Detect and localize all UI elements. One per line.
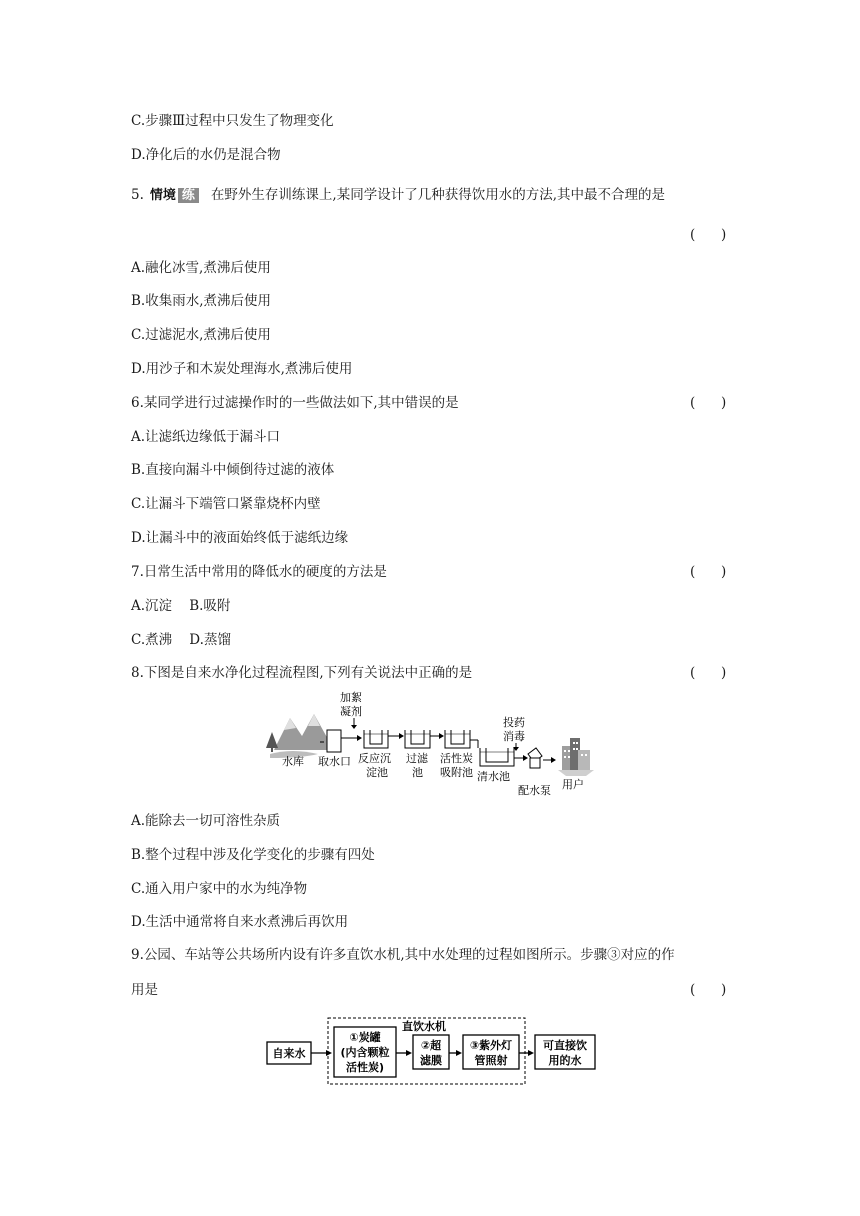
reservoir-mountain-icon: [266, 714, 334, 758]
step3-label-1: ③紫外灯: [469, 1039, 513, 1052]
q8-answer-blank: ( ): [690, 665, 727, 681]
q6-option-d: D.让漏斗中的液面始终低于滤纸边缘: [131, 530, 349, 546]
q8-option-c: C.通入用户家中的水为纯净物: [131, 881, 308, 897]
result-label-1: 可直接饮: [543, 1039, 587, 1052]
q5-option-d: D.用沙子和木炭处理海水,煮沸后使用: [131, 361, 353, 377]
q6-option-b: B.直接向漏斗中倾倒待过滤的液体: [131, 462, 335, 478]
flocculant-label-2: 凝剂: [340, 705, 362, 718]
q8-option-d: D.生活中通常将自来水煮沸后再饮用: [131, 914, 349, 930]
carbon-adsorption-tank: [445, 730, 470, 748]
q5-answer-blank: ( ): [690, 227, 727, 243]
q5-stem: [131, 186, 665, 205]
pump-label: 配水泵: [518, 784, 551, 797]
step1-label-1: ①炭罐: [349, 1031, 381, 1044]
q7-options-ab: A.沉淀 B.吸附: [131, 598, 231, 614]
water-treatment-flow-diagram: [262, 688, 602, 800]
q6-answer-blank: ( ): [690, 395, 727, 411]
q9-answer-blank: ( ): [690, 982, 727, 998]
filter-label-2: 池: [412, 766, 423, 779]
result-label-2: 用的水: [548, 1054, 582, 1067]
direct-drinking-machine-diagram: [262, 1015, 602, 1087]
step3-label-2: 管照射: [474, 1054, 508, 1067]
intake-box: [327, 730, 341, 752]
q7-stem: 7.日常生活中常用的降低水的硬度的方法是: [131, 564, 387, 580]
clear-pool-label: 清水池: [477, 770, 510, 783]
sediment-label-2: 淀池: [366, 766, 388, 779]
step1-label-3: 活性炭): [345, 1061, 385, 1074]
q9-stem-line-1: 9.公园、车站等公共场所内设有许多直饮水机,其中水处理的过程如图所示。步骤③对应的作: [131, 947, 675, 963]
pump-icon: [528, 748, 542, 768]
q6-option-c: C.让漏斗下端管口紧靠烧杯内壁: [131, 496, 321, 512]
q7-options-cd: C.煮沸 D.蒸馏: [131, 632, 231, 648]
q5-option-a: A.融化冰雪,煮沸后使用: [131, 260, 271, 276]
q8-stem: 8.下图是自来水净化过程流程图,下列有关说法中正确的是: [131, 665, 473, 681]
q6-option-a: A.让滤纸边缘低于漏斗口: [131, 429, 281, 445]
clear-water-pool: [480, 748, 514, 766]
user-buildings-icon: [558, 738, 594, 776]
q5-option-c: C.过滤泥水,煮沸后使用: [131, 327, 271, 343]
q8-option-a: A.能除去一切可溶性杂质: [131, 813, 281, 829]
user-label: 用户: [562, 778, 584, 791]
sedimentation-tank: [364, 730, 388, 748]
reservoir-label: 水库: [282, 755, 304, 768]
q5-number: 5.: [131, 187, 144, 203]
intake-label: 取水口: [318, 755, 351, 768]
sediment-label-1: 反应沉: [358, 752, 391, 765]
carbon-label-1: 活性炭: [440, 752, 473, 765]
context-practice-badge: 情境 练: [148, 186, 199, 205]
machine-label: 直饮水机: [402, 1020, 446, 1033]
q5-question-text: 在野外生存训练课上,某同学设计了几种获得饮用水的方法,其中最不合理的是: [210, 187, 666, 203]
q7-answer-blank: ( ): [690, 564, 727, 580]
step2-label-1: ②超: [420, 1039, 442, 1052]
q6-stem: 6.某同学进行过滤操作时的一些做法如下,其中错误的是: [131, 395, 459, 411]
disinfect-label-1: 投药: [503, 716, 525, 729]
filter-tank: [405, 730, 430, 748]
disinfect-label-2: 消毒: [503, 730, 525, 743]
q4-option-c: C.步骤Ⅲ过程中只发生了物理变化: [131, 113, 334, 129]
filter-label-1: 过滤: [406, 752, 428, 765]
step2-label-2: 滤膜: [420, 1054, 442, 1067]
q5-option-b: B.收集雨水,煮沸后使用: [131, 293, 272, 309]
flocculant-label-1: 加絮: [340, 691, 362, 704]
step1-label-2: (内含颗粒: [340, 1046, 390, 1059]
q9-stem-line-2: 用是: [131, 982, 158, 998]
source-label: 自来水: [272, 1047, 306, 1060]
q4-option-d: D.净化后的水仍是混合物: [131, 147, 281, 163]
q8-option-b: B.整个过程中涉及化学变化的步骤有四处: [131, 847, 375, 863]
carbon-label-2: 吸附池: [440, 766, 473, 779]
